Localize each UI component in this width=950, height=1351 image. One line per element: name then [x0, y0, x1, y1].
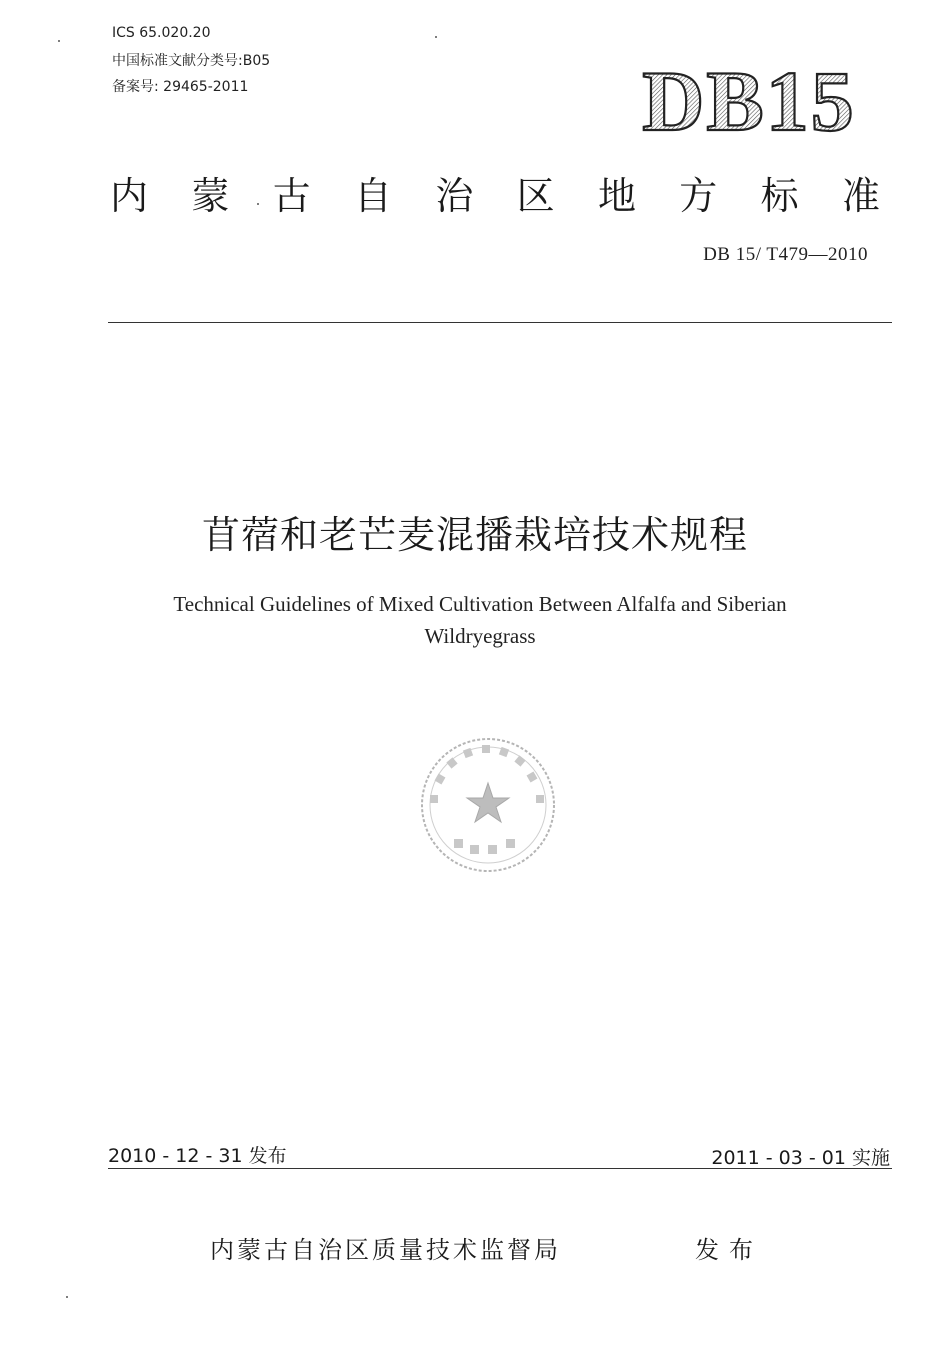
bottom-divider: [108, 1168, 892, 1169]
category-char: 自: [353, 174, 392, 218]
title-english-line1: Technical Guidelines of Mixed Cultivation Between Alfalfa and Siberian: [173, 592, 787, 616]
db15-logo: [624, 62, 874, 142]
category-char: 地: [597, 174, 636, 218]
title-chinese: 苜蓿和老芒麦混播栽培技术规程: [201, 513, 748, 557]
effective-date: 2011 - 03 - 01 实施: [711, 1147, 890, 1169]
record-number: 备案号: 29465-2011: [112, 79, 249, 95]
title-english-line2: Wildryegrass: [424, 624, 536, 648]
classification-code: 中国标准文献分类号:B05: [112, 53, 271, 69]
category-char: 准: [841, 174, 880, 218]
db15-logo-text: DB15: [642, 62, 856, 142]
category-char: 治: [435, 174, 474, 218]
category-char: 方: [679, 174, 718, 218]
standard-category: [110, 165, 880, 220]
top-divider: [108, 322, 892, 323]
title-english: [100, 588, 860, 652]
issuing-authority: 内蒙古自治区质量技术监督局: [210, 1236, 561, 1264]
scan-speck: [257, 203, 259, 205]
issuer-action: 发布: [695, 1236, 763, 1264]
scan-speck: [58, 40, 60, 42]
category-char: 蒙: [191, 174, 230, 218]
ics-code: ICS 65.020.20: [112, 25, 211, 41]
issue-date: 2010 - 12 - 31 发布: [108, 1145, 287, 1167]
scan-speck: [66, 1296, 68, 1298]
scan-speck: [435, 36, 437, 38]
category-char: 区: [516, 174, 555, 218]
category-char: 标: [760, 174, 799, 218]
category-char: 古: [272, 174, 311, 218]
seal-stamp: [418, 735, 558, 875]
standard-number: DB 15/ T479—2010: [703, 244, 868, 265]
category-char: 内: [110, 174, 149, 218]
